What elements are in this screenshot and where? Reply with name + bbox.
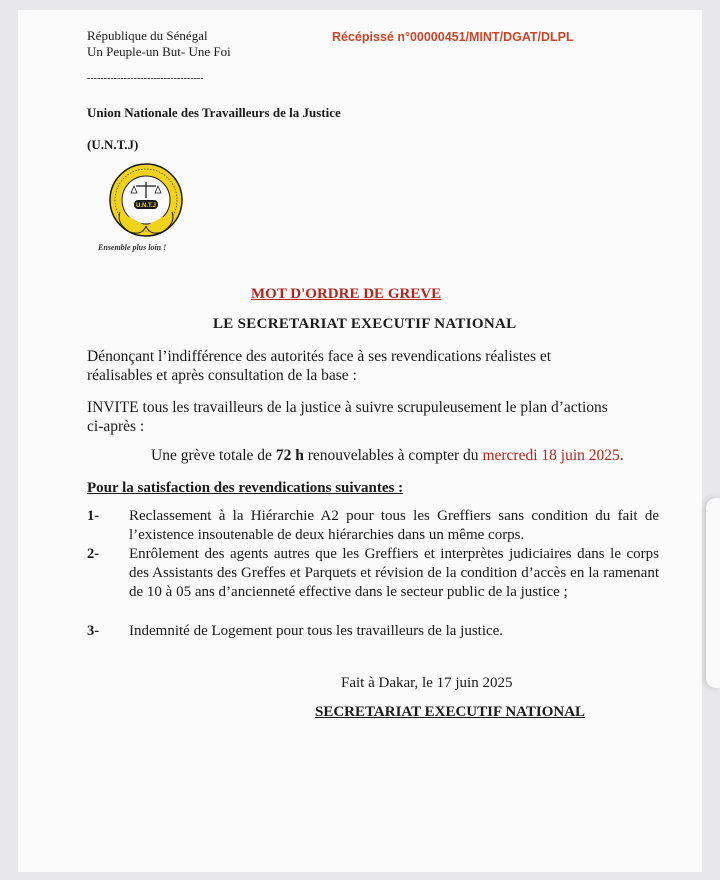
strike-announcement (151, 446, 624, 465)
invite-line-2: ci-après : (87, 418, 145, 435)
claim-text: Indemnité de Logement pour tous les travailleurs de la justice. (129, 623, 504, 639)
main-title: MOT D'ORDRE DE GREVE (251, 286, 442, 302)
union-acronym: (U.N.T.J) (87, 137, 139, 152)
intro-line-2: réalisables et après consultation de la base : (87, 367, 357, 384)
intro-line-1: Dénonçant l’indifférence des autorités face à ses revendications réalistes et (87, 348, 552, 365)
side-panel-handle[interactable] (706, 498, 720, 688)
receipt-number: Récépissé n°00000451/MINT/DGAT/DLPL (332, 30, 574, 44)
strike-text-end: . (619, 447, 624, 464)
strike-date: mercredi 18 juin 2025 (482, 447, 620, 464)
logo-emblem-icon (98, 162, 194, 242)
claims-heading: Pour la satisfaction des revendications suivantes : (87, 480, 404, 496)
strike-hours: 72 h (275, 447, 304, 464)
document-page (18, 10, 702, 872)
claim-text: Reclassement à la Hiérarchie A2 pour tous les Greffiers sans condition du fait de l’existence insoutenable de deux hiérarchies dans un même corps. (129, 508, 659, 543)
strike-text-pre: Une grève totale de (151, 447, 276, 464)
invite-line-1: INVITE tous les travailleurs de la justice à suivre scrupuleusement le plan d’actions (87, 399, 608, 416)
logo-motto: Ensemble plus loin ! (98, 243, 167, 252)
claim-number: 1- (87, 508, 100, 524)
claim-text: Enrôlement des agents autres que les Greffiers et interprètes judiciaires dans le corps des Assistants des Greffes et Parquets et révision de la condition d’accès en la ramenant de 10 à 05 ans d’ancienneté effective dans le secteur public de la justice ; (129, 546, 659, 600)
place-date: Fait à Dakar, le 17 juin 2025 (341, 675, 513, 691)
strike-text-mid: renouvelables à compter du (303, 447, 483, 464)
country-name: République du Sénégal (87, 28, 208, 43)
signatory: SECRETARIAT EXECUTIF NATIONAL (315, 704, 586, 720)
union-name: Union Nationale des Travailleurs de la Justice (87, 105, 341, 120)
claim-number: 3- (87, 623, 100, 639)
union-logo (98, 162, 194, 242)
separator-line: ----------------------------------- (87, 73, 204, 84)
svg-text:U.N.T.J: U.N.T.J (135, 203, 157, 209)
claim-number: 2- (87, 546, 100, 562)
subtitle: LE SECRETARIAT EXECUTIF NATIONAL (213, 316, 517, 332)
national-motto: Un Peuple-un But- Une Foi (87, 44, 231, 59)
